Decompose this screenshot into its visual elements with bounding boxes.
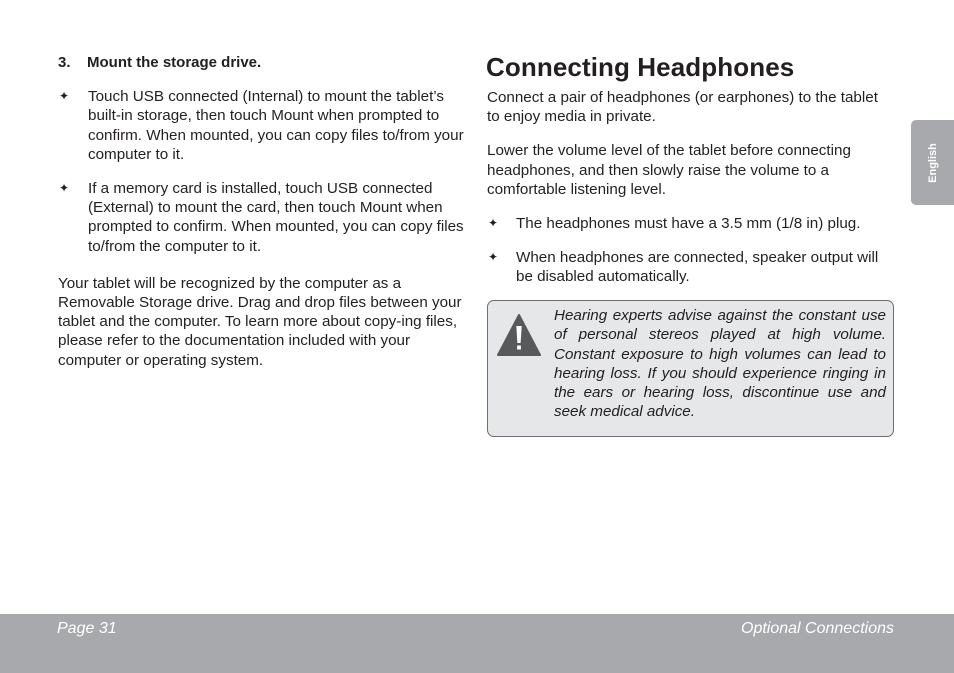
- warning-triangle-icon: [496, 313, 542, 357]
- left-column: [58, 53, 468, 370]
- page-footer: [0, 614, 954, 673]
- list-item: [487, 248, 892, 286]
- page-number: Page 31: [57, 620, 117, 637]
- list-item: [58, 87, 468, 164]
- star-bullet-icon: ✦: [59, 89, 70, 104]
- footer-section-name: Optional Connections: [741, 620, 894, 637]
- star-bullet-icon: ✦: [488, 216, 499, 231]
- warning-box: [487, 300, 894, 437]
- step-heading: [58, 53, 468, 72]
- body-paragraph: Your tablet will be recognized by the computer as a Removable Storage drive. Drag and drop files between your tablet and the computer. To learn more about copy-ing files, please refer to the documentation included with your computer or operating system.: [58, 274, 462, 369]
- step-title: Mount the storage drive.: [87, 54, 262, 71]
- bullet-text: The headphones must have a 3.5 mm (1/8 in) plug.: [516, 215, 861, 233]
- star-bullet-icon: ✦: [59, 181, 70, 196]
- language-tab: [911, 120, 954, 205]
- section-title: Connecting Headphones: [486, 52, 795, 82]
- bullet-text: Touch USB connected (Internal) to mount the tablet’s built-in storage, then touch Mount when prompted to confirm. When mounted, you can copy files to/from your computer to it.: [88, 88, 464, 163]
- list-item: [487, 214, 892, 233]
- bullet-text: When headphones are connected, speaker output will be disabled automatically.: [516, 249, 879, 286]
- language-label: English: [926, 142, 939, 183]
- star-bullet-icon: ✦: [488, 250, 499, 265]
- right-column: [487, 50, 892, 302]
- bullet-text: If a memory card is installed, touch USB connected (External) to mount the card, then touch Mount when prompted to confirm. When mounted, you can copy files to/from the computer to it.: [88, 180, 464, 255]
- body-paragraph: Lower the volume level of the tablet before connecting headphones, and then slowly raise the volume to a comfortable listening level.: [487, 142, 851, 198]
- warning-text: Hearing experts advise against the constant use of personal stereos played at high volume. Constant exposure to high volumes can lead to hearing loss. If you should experience ringing in the ears or hearing loss, discontinue use and seek medical advice.: [554, 307, 886, 421]
- list-item: [58, 179, 468, 256]
- body-paragraph: Connect a pair of headphones (or earphones) to the tablet to enjoy media in private.: [487, 89, 878, 126]
- step-number: 3.: [58, 54, 71, 71]
